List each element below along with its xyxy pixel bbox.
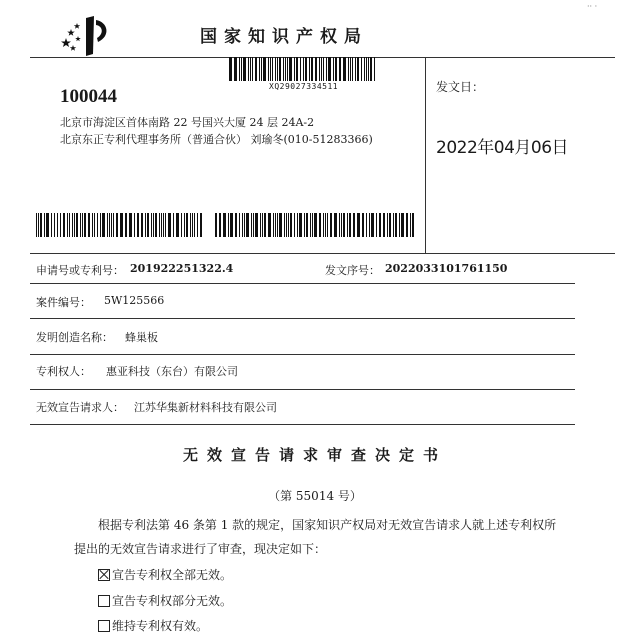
barcode-bar (350, 57, 351, 81)
barcode-bar (273, 213, 274, 237)
case-no-label: 案件编号： (36, 296, 91, 309)
decision-paragraph-line-2: 提出的无效宣告请求进行了审查，现决定如下： (74, 542, 327, 556)
barcode-bar (125, 213, 127, 237)
barcode-bar (97, 213, 98, 237)
barcode-bar (161, 213, 162, 237)
address-line-2: 北京东正专利代理事务所（普通合伙） 刘瑜冬(010-51283366) (60, 133, 373, 146)
barcode-bar (190, 213, 191, 237)
barcode-bar (181, 213, 182, 237)
barcode-bar (40, 213, 42, 237)
barcode-bar (63, 213, 65, 237)
barcode-bar (279, 213, 282, 237)
barcode-bar (327, 213, 328, 237)
row-rule (30, 354, 575, 355)
barcode-bar (102, 213, 105, 237)
barcode-bar (165, 213, 166, 237)
barcode-bar (151, 213, 152, 237)
barcode-bar (111, 213, 112, 237)
barcode-bar (100, 213, 101, 237)
barcode-bar (284, 213, 285, 237)
barcode-bar (239, 57, 240, 81)
barcode-bar (44, 213, 45, 237)
sent-date-label: 发文日： (436, 80, 485, 94)
barcode-bar (215, 213, 217, 237)
barcode-bar (370, 57, 372, 81)
decision-option-label: 维持专利权有效。 (112, 619, 209, 633)
row-rule (30, 389, 575, 390)
sent-date: 2022年04月06日 (436, 138, 569, 158)
barcode-bar (383, 213, 385, 237)
barcode-bar (244, 213, 245, 237)
barcode-bar (219, 213, 221, 237)
barcode-bar (334, 213, 337, 237)
barcode-bar (412, 213, 414, 237)
barcode-bar (305, 57, 307, 81)
barcode-bar (234, 57, 237, 81)
barcode-bar (163, 213, 164, 237)
barcode-bar (306, 213, 308, 237)
barcode-bar (252, 57, 253, 81)
barcode-bar (153, 213, 154, 237)
barcode-bar (239, 213, 240, 237)
barcode-bar (255, 57, 257, 81)
barcode-bar (323, 213, 324, 237)
barcode-bar (304, 213, 305, 237)
barcode-bar (268, 213, 271, 237)
barcode-bar (88, 213, 90, 237)
decision-checkbox[interactable] (98, 569, 110, 581)
barcode-bar (159, 213, 160, 237)
barcode-bar (349, 213, 351, 237)
barcode-bar (251, 213, 252, 237)
barcode-bar (168, 213, 171, 237)
barcode-bar (241, 57, 242, 81)
barcode-bar (309, 57, 310, 81)
barcode-bar (54, 213, 55, 237)
barcode-bar (186, 213, 188, 237)
barcode-bar (326, 57, 327, 81)
barcode-bar (82, 213, 83, 237)
barcode-bar (364, 57, 365, 81)
barcode-bar (262, 213, 263, 237)
decision-title: 无效宣告请求审查决定书 (182, 446, 447, 464)
tracking-barcode (229, 57, 377, 81)
barcode-bar (299, 213, 302, 237)
barcode-bar (275, 57, 276, 81)
barcode-bar (120, 213, 123, 237)
barcode-bar (289, 57, 292, 81)
barcode-bar (300, 57, 301, 81)
barcode-bar (270, 57, 271, 81)
patentee: 惠亚科技（东台）有限公司 (106, 365, 238, 378)
barcode-bar (319, 213, 321, 237)
decision-option-label: 宣告专利权全部无效。 (112, 568, 233, 582)
barcode-bar (250, 57, 251, 81)
tracking-barcode-number: XQ29027334511 (269, 82, 339, 91)
barcode-bar (51, 213, 52, 237)
postal-barcode-right (215, 213, 417, 237)
barcode-bar (333, 57, 334, 81)
barcode-bar (260, 213, 261, 237)
barcode-bar (229, 57, 232, 81)
decision-number: （第 55014 号） (268, 489, 362, 503)
barcode-bar (279, 57, 281, 81)
barcode-bar (176, 213, 179, 237)
patentee-label: 专利权人： (36, 365, 91, 378)
invention-name: 蜂巢板 (125, 331, 158, 344)
decision-option-label: 宣告专利权部分无效。 (112, 594, 233, 608)
barcode-bar (92, 213, 93, 237)
barcode-bar (197, 213, 198, 237)
decision-option (98, 592, 232, 609)
barcode-bar (107, 213, 108, 237)
barcode-bar (230, 213, 233, 237)
barcode-bar (387, 213, 388, 237)
postal-code: 100044 (60, 86, 117, 107)
barcode-bar (192, 213, 193, 237)
barcode-bar (57, 213, 58, 237)
barcode-bar (294, 57, 295, 81)
barcode-bar (352, 57, 353, 81)
barcode-bar (246, 213, 249, 237)
requester: 江苏华集新材料科技有限公司 (134, 401, 277, 414)
barcode-bar (339, 213, 340, 237)
decision-checkbox[interactable] (98, 595, 110, 607)
barcode-bar (268, 57, 269, 81)
decision-paragraph-line-1: 根据专利法第 46 条第 1 款的规定，国家知识产权局对无效宣告请求人就上述专利权所 (98, 518, 557, 532)
barcode-bar (84, 213, 86, 237)
decision-checkbox[interactable] (98, 620, 110, 632)
barcode-bar (129, 213, 132, 237)
barcode-bar (264, 213, 266, 237)
barcode-bar (410, 213, 411, 237)
decision-option (98, 617, 208, 634)
barcode-bar (395, 213, 397, 237)
barcode-bar (109, 213, 110, 237)
barcode-bar (134, 213, 135, 237)
barcode-bar (286, 213, 287, 237)
barcode-bar (366, 57, 367, 81)
barcode-bar (242, 213, 243, 237)
postal-barcode-left (36, 213, 206, 237)
case-no: 5W125566 (104, 294, 165, 307)
barcode-bar (321, 57, 322, 81)
barcode-bar (339, 57, 341, 81)
barcode-bar (113, 213, 114, 237)
barcode-bar (323, 57, 324, 81)
barcode-bar (328, 57, 331, 81)
barcode-bar (290, 213, 292, 237)
barcode-bar (263, 57, 266, 81)
barcode-bar (173, 213, 174, 237)
doc-serial: 2022033101761150 (385, 262, 508, 275)
application-no: 201922251322.4 (130, 262, 234, 275)
barcode-bar (223, 213, 226, 237)
row-rule (30, 318, 575, 319)
barcode-bar (80, 213, 81, 237)
barcode-bar (60, 213, 61, 237)
barcode-bar (296, 57, 298, 81)
barcode-bar (277, 213, 278, 237)
barcode-bar (330, 213, 332, 237)
office-name: 国家知识产权局 (200, 27, 368, 47)
barcode-bar (347, 213, 348, 237)
address-block-bottom-rule (30, 253, 615, 254)
barcode-bar (343, 213, 345, 237)
barcode-bar (314, 213, 317, 237)
barcode-bar (376, 213, 377, 237)
date-column-divider (425, 57, 426, 253)
barcode-bar (353, 213, 355, 237)
barcode-bar (259, 57, 260, 81)
doc-serial-label: 发文序号： (325, 264, 380, 277)
barcode-bar (137, 213, 139, 237)
barcode-bar (285, 57, 286, 81)
row-rule (30, 283, 575, 284)
row-rule (30, 424, 575, 425)
barcode-bar (235, 213, 237, 237)
barcode-bar (355, 57, 356, 81)
barcode-bar (38, 213, 39, 237)
barcode-bar (200, 213, 202, 237)
barcode-bar (399, 213, 400, 237)
barcode-bar (248, 57, 249, 81)
barcode-bar (311, 57, 313, 81)
barcode-bar (141, 213, 143, 237)
barcode-bar (374, 57, 375, 81)
barcode-bar (310, 213, 311, 237)
barcode-bar (341, 213, 342, 237)
barcode-bar (287, 57, 288, 81)
corner-marks: ·· · (587, 2, 598, 11)
barcode-bar (319, 57, 320, 81)
barcode-bar (155, 213, 157, 237)
barcode-bar (67, 213, 68, 237)
barcode-bar (393, 213, 394, 237)
barcode-bar (303, 57, 304, 81)
barcode-bar (255, 213, 258, 237)
barcode-bar (406, 213, 408, 237)
barcode-bar (277, 57, 278, 81)
barcode-bar (69, 213, 70, 237)
barcode-bar (315, 57, 317, 81)
barcode-bar (228, 213, 229, 237)
barcode-bar (389, 213, 391, 237)
invention-label: 发明创造名称： (36, 331, 113, 344)
barcode-bar (325, 213, 326, 237)
barcode-bar (361, 57, 362, 81)
barcode-bar (401, 213, 404, 237)
application-no-label: 申请号或专利号： (36, 264, 124, 277)
address-line-1: 北京市海淀区首体南路 22 号国兴大厦 24 层 24A-2 (60, 116, 315, 129)
barcode-bar (369, 213, 370, 237)
decision-option (98, 566, 232, 583)
barcode-bar (76, 213, 78, 237)
barcode-bar (312, 213, 313, 237)
barcode-bar (294, 213, 295, 237)
barcode-bar (243, 57, 246, 81)
barcode-bar (46, 213, 49, 237)
barcode-bar (94, 213, 95, 237)
requester-label: 无效宣告请求人： (36, 401, 124, 414)
barcode-bar (253, 213, 254, 237)
barcode-bar (116, 213, 118, 237)
barcode-bar (371, 213, 374, 237)
barcode-bar (362, 213, 364, 237)
barcode-bar (145, 213, 146, 237)
barcode-bar (184, 213, 185, 237)
barcode-bar (147, 213, 149, 237)
barcode-bar (272, 57, 273, 81)
barcode-bar (366, 213, 367, 237)
barcode-bar (275, 213, 276, 237)
barcode-bar (283, 57, 284, 81)
barcode-bar (72, 213, 73, 237)
barcode-bar (297, 213, 298, 237)
barcode-bar (261, 57, 262, 81)
cnipa-logo-icon (60, 14, 112, 58)
barcode-bar (357, 213, 360, 237)
barcode-bar (194, 213, 195, 237)
barcode-bar (335, 57, 337, 81)
barcode-bar (36, 213, 37, 237)
barcode-bar (379, 213, 381, 237)
barcode-bar (348, 57, 349, 81)
barcode-bar (288, 213, 289, 237)
barcode-bar (368, 57, 369, 81)
barcode-bar (343, 57, 346, 81)
barcode-bar (357, 57, 359, 81)
barcode-bar (74, 213, 75, 237)
